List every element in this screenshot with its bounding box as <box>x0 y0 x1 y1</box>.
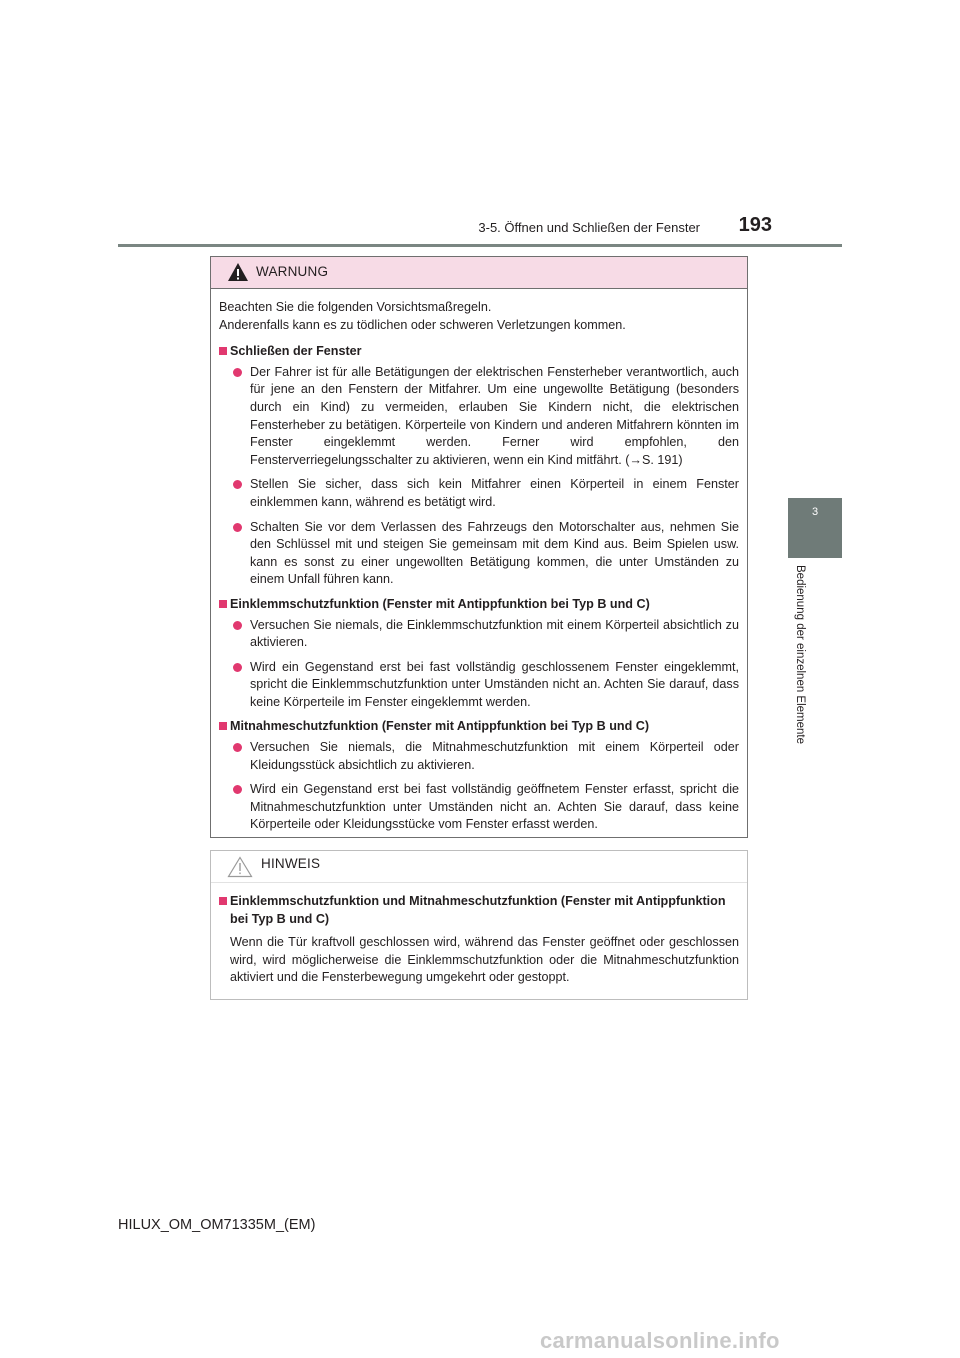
caution-triangle-icon <box>227 856 253 883</box>
hint-text: Wenn die Tür kraftvoll geschlossen wird, während das Fenster geöffnet oder geschlossen wird, wird möglicherweise die Einklemmschutzfunktion oder die Mitnahmeschutzfunktion aktiviert und die Fensterbewegung umgekehrt oder gestoppt. <box>230 935 739 985</box>
header-rule <box>118 244 842 247</box>
section-heading: Einklemmschutzfunktion und Mitnahmeschutzfunktion (Fenster mit Antippfunktion bei Typ B und C) <box>219 893 739 928</box>
section-heading: Schließen der Fenster <box>219 343 739 361</box>
round-bullet-icon <box>233 480 242 489</box>
hint-title: HINWEIS <box>261 856 321 871</box>
document-code: HILUX_OM_OM71335M_(EM) <box>118 1217 316 1233</box>
watermark: carmanualsonline.info <box>540 1328 780 1353</box>
list-item: Wird ein Gegenstand erst bei fast vollständig geschlossenem Fenster eingeklemmt, spricht die Einklemmschutzfunktion unter Umständen nicht an. Achten Sie darauf, dass keine Körperteile im Fenster eingeklemmt werden. <box>219 659 739 712</box>
hint-box <box>210 850 748 1000</box>
round-bullet-icon <box>233 743 242 752</box>
section-title: 3-5. Öffnen und Schließen der Fenster <box>478 220 700 235</box>
warning-title: WARNUNG <box>256 264 329 279</box>
section-heading: Einklemmschutzfunktion (Fenster mit Antippfunktion bei Typ B und C) <box>219 596 739 614</box>
square-bullet-icon <box>219 347 227 355</box>
warning-box <box>210 256 748 838</box>
hint-header <box>211 851 747 883</box>
intro-line: Beachten Sie die folgenden Vorsichtsmaßregeln. <box>219 300 492 314</box>
square-bullet-icon <box>219 722 227 730</box>
list-item: Stellen Sie sicher, dass sich kein Mitfahrer einen Körperteil in einem Fenster einklemmen kann, während es betätigt wird. <box>219 476 739 511</box>
warning-header <box>211 257 747 289</box>
list-item: Wird ein Gegenstand erst bei fast vollständig geöffnetem Fenster erfasst, spricht die Mitnahmeschutzfunktion unter Umständen nicht an. Achten Sie darauf, dass keine Körperteile oder Kleidungsstücke vom Fenster erfasst werden. <box>219 781 739 834</box>
round-bullet-icon <box>233 368 242 377</box>
round-bullet-icon <box>233 785 242 794</box>
square-bullet-icon <box>219 897 227 905</box>
intro-line: Anderenfalls kann es zu tödlichen oder schweren Verletzungen kommen. <box>219 317 626 332</box>
chapter-label: Bedienung der einzelnen Elemente <box>794 565 806 745</box>
hint-body <box>211 883 747 987</box>
chapter-tab <box>788 498 842 558</box>
page-number: 193 <box>738 214 772 236</box>
round-bullet-icon <box>233 663 242 672</box>
warning-intro <box>219 299 739 334</box>
chapter-number: 3 <box>811 506 819 518</box>
list-item: Schalten Sie vor dem Verlassen des Fahrzeugs den Motorschalter aus, nehmen Sie den Schlüssel mit und steigen Sie gemeinsam mit dem Kind aus. Beim Spielen usw. kann es sonst zu einer ungewollten Betätigung kommen, die unter Umständen zu einem Unfall führen kann. <box>219 519 739 589</box>
section-heading: Mitnahmeschutzfunktion (Fenster mit Antippfunktion bei Typ B und C) <box>219 718 739 736</box>
round-bullet-icon <box>233 523 242 532</box>
square-bullet-icon <box>219 600 227 608</box>
list-item: Versuchen Sie niemals, die Mitnahmeschutzfunktion mit einem Körperteil oder Kleidungsstück absichtlich zu aktivieren. <box>219 739 739 774</box>
list-item: Versuchen Sie niemals, die Einklemmschutzfunktion mit einem Körperteil absichtlich zu aktivieren. <box>219 617 739 652</box>
warning-triangle-icon <box>227 262 249 287</box>
round-bullet-icon <box>233 621 242 630</box>
warning-body <box>211 289 747 834</box>
list-item: Der Fahrer ist für alle Betätigungen der elektrischen Fensterheber verantwortlich, auch für jene an den Fenstern der Mitfahrer. Um eine ungewollte Betätigung (besonders durch ein Kind) zu vermeiden, erlauben Sie Kindern nicht, die elektrischen Fensterheber zu betätigen. Körperteile von Kindern und anderen Mitfahrern könnten im Fenster eingeklemmt werden. Ferner wird empfohlen, den Fensterverriegelungsschalter zu aktivieren, wenn ein Kind mitfährt. (→S. 191) <box>219 364 739 470</box>
